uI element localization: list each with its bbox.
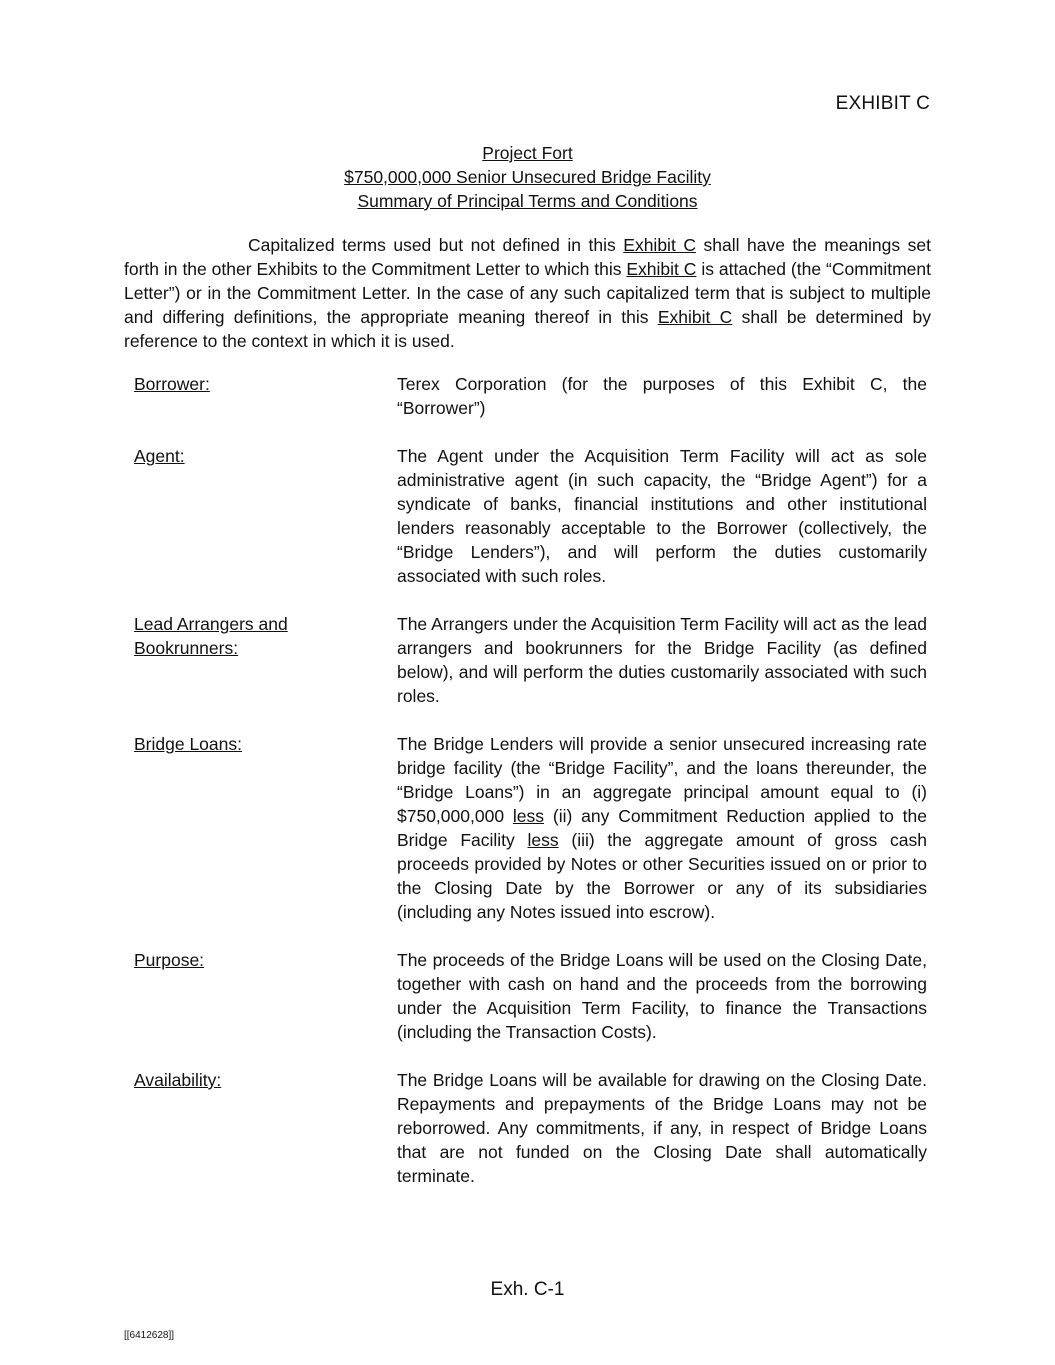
term-agent <box>134 444 927 588</box>
term-availability <box>134 1068 927 1188</box>
exhibit-label: EXHIBIT C <box>835 93 930 114</box>
intro-text-2: shall have the meanings set forth in the other Exhibits to the Commitment Letter to which this <box>124 235 932 279</box>
term-text: The Bridge Loans will be available for drawing on the Closing Date. Repayments and prepayments of the Bridge Loans may not be reborrowed. Any commitments, if any, in respect of Bridge Loans that are not funded on the Closing Date shall automatically terminate. <box>397 1070 927 1186</box>
term-label: Purpose: <box>134 950 205 970</box>
intro-text-1: Capitalized terms used but not defined in this <box>248 235 624 255</box>
term-borrower <box>134 372 927 420</box>
term-label-line-1: Lead Arrangers and <box>134 614 288 634</box>
term-arrangers <box>134 612 927 708</box>
term-label-line-2: Bookrunners: <box>134 638 239 658</box>
bridge-text-3: (iii) the aggregate amount of gross cash proceeds provided by Notes or other Securities issued on or prior to the Closing Date by the Borrower or any of its subsidiaries (including any Notes issued into escrow). <box>397 830 927 922</box>
term-text: Terex Corporation (for the purposes of this Exhibit C, the “Borrower”) <box>397 374 927 418</box>
page-number: Exh. C-1 <box>490 1279 565 1300</box>
document-title <box>0 141 1055 213</box>
intro-paragraph <box>124 233 931 353</box>
bridge-less-2: less <box>527 830 559 850</box>
term-text: The Arrangers under the Acquisition Term Facility will act as the lead arrangers and bookrunners for the Bridge Facility (as defined below), and will perform the duties customarily associated with such roles. <box>397 614 927 706</box>
title-summary: Summary of Principal Terms and Conditions <box>357 191 698 211</box>
term-label: Agent: <box>134 446 185 466</box>
title-project: Project Fort <box>482 143 573 163</box>
term-text <box>397 732 927 924</box>
intro-text-4: shall be determined by reference to the context in which it is used. <box>124 307 931 351</box>
intro-exhibit-ref-2: Exhibit C <box>626 259 697 279</box>
title-facility: $750,000,000 Senior Unsecured Bridge Facility <box>344 167 711 187</box>
intro-exhibit-ref-3: Exhibit C <box>657 307 733 327</box>
bridge-text-1: The Bridge Lenders will provide a senior unsecured increasing rate bridge facility (the “Bridge Facility”, and the loans thereunder, the “Bridge Loans”) in an aggregate principal amount equal to (i) $750,000,000 <box>397 734 927 826</box>
bridge-text-2: (ii) any Commitment Reduction applied to the Bridge Facility <box>397 806 927 850</box>
term-text: The Agent under the Acquisition Term Facility will act as sole administrative agent (in such capacity, the “Bridge Agent”) for a syndicate of banks, financial institutions and other institutional lenders reasonably acceptable to the Borrower (collectively, the “Bridge Lenders”), and will perform the duties customarily associated with such roles. <box>397 446 927 586</box>
term-label <box>134 612 397 708</box>
term-label: Borrower: <box>134 374 210 394</box>
terms-table <box>134 372 927 1212</box>
term-label: Bridge Loans: <box>134 734 242 754</box>
intro-exhibit-ref-1: Exhibit C <box>623 235 696 255</box>
bridge-less-1: less <box>512 806 545 826</box>
term-bridge-loans <box>134 732 927 924</box>
term-purpose <box>134 948 927 1044</box>
term-label: Availability: <box>134 1070 222 1090</box>
document-id: [[6412628]] <box>124 1330 175 1341</box>
intro-text-3: is attached (the “Commitment Letter”) or in the Commitment Letter. In the case of any such capitalized term that is subject to multiple and differing definitions, the appropriate meaning thereof in this <box>124 259 931 327</box>
term-text: The proceeds of the Bridge Loans will be used on the Closing Date, together with cash on hand and the proceeds from the borrowing under the Acquisition Term Facility, to finance the Transactions (including the Transaction Costs). <box>397 950 927 1042</box>
